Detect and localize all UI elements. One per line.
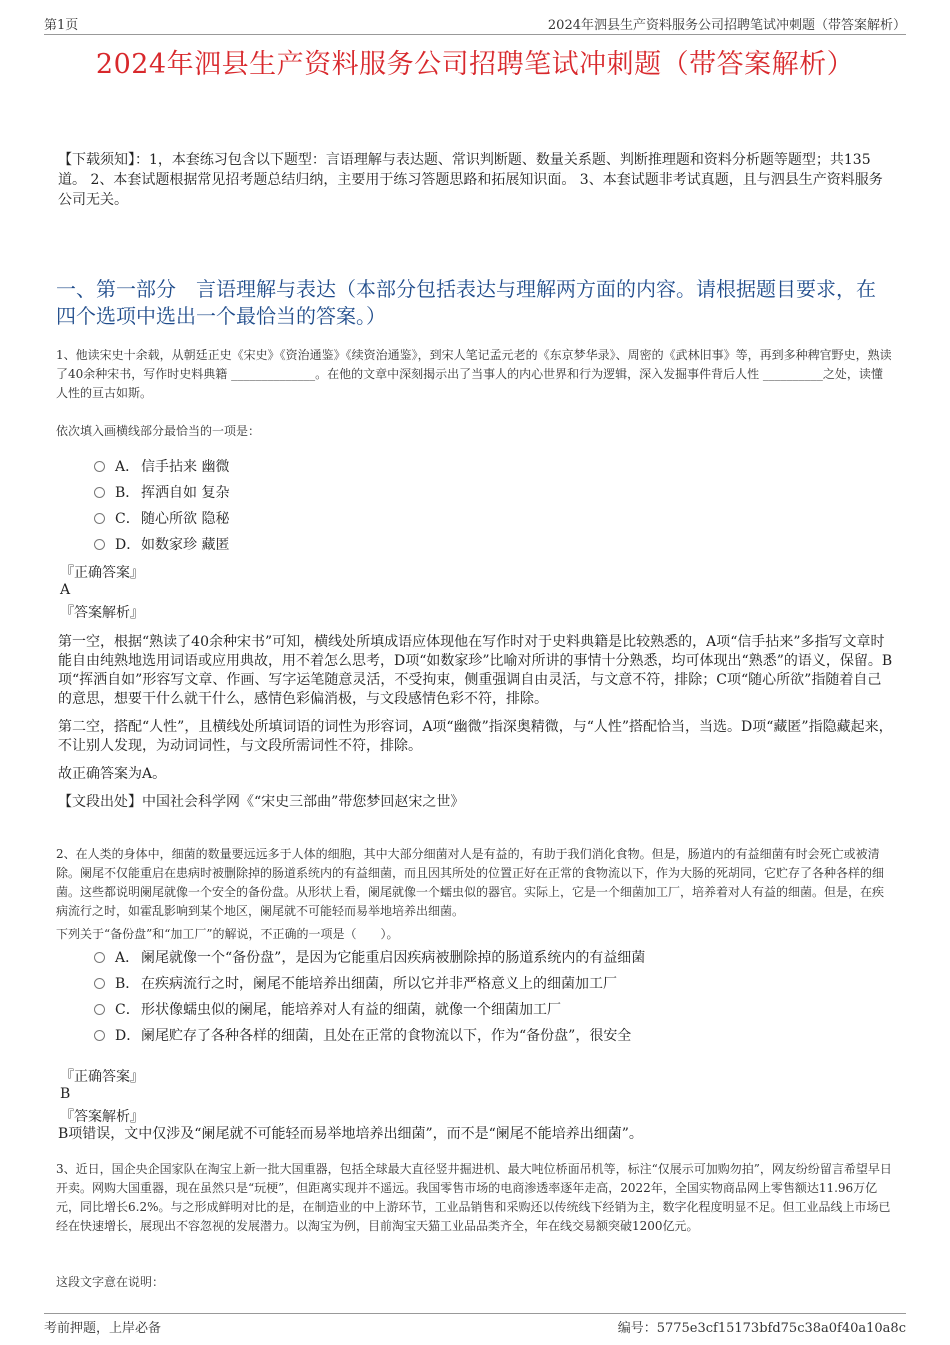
question-1-option-a[interactable]: A． 信手拈来 幽微 <box>94 453 910 479</box>
radio-icon[interactable] <box>94 461 105 472</box>
question-1-prompt: 依次填入画横线部分最恰当的一项是： <box>56 424 261 438</box>
header-doc-name: 2024年泗县生产资料服务公司招聘笔试冲刺题（带答案解析） <box>547 18 906 33</box>
page-footer <box>44 1313 906 1336</box>
footer-slogan: 考前押题，上岸必备 <box>44 1321 162 1336</box>
question-2-option-d[interactable]: D． 阑尾贮存了各种各样的细菌，且处在正常的食物流以下，作为“备份盘”，很安全 <box>94 1022 910 1048</box>
radio-icon[interactable] <box>94 487 105 498</box>
question-3-text: 3、近日，国企央企国家队在淘宝上新一批大国重器，包括全球最大直径竖井掘进机、最大吨位桥面吊机等，标注“仅展示可加购勿拍”，网友纷纷留言希望早日开卖。网购大国重器，现在虽然只是“玩梗”，但距离实现并不遥远。我国零售市场的电商渗透率逐年走高，2022年，全国实物商品网上零售额达11.96万亿元，同比增长6.2%。与之形成鲜明对比的是，在制造业的中上游环节，工业品销售和采购还以传统线下经销为主，数字化程度明显不足。但工业品线上市场已经在快速增长，展现出不容忽视的发展潜力。以淘宝为例，目前淘宝天猫工业品品类齐全，年在线交易额突破1200亿元。 <box>56 1162 892 1233</box>
radio-icon[interactable] <box>94 1004 105 1015</box>
document-title: 2024年泗县生产资料服务公司招聘笔试冲刺题（带答案解析） <box>95 49 855 80</box>
download-notice: 【下载须知】：1，本套练习包含以下题型：言语理解与表达题、常识判断题、数量关系题、判断推理题和资料分析题等题型；共135道。 2、本套试题根据常见招考题总结归纳，主要用于练习答题思路和拓展知识面。 3、本套试题非考试真题，且与泗县生产资料服务公司无关。 <box>58 152 883 208</box>
correct-answer-label: 『正确答案』 <box>60 565 144 581</box>
analysis-paragraph: 第一空，根据“熟读了40余种宋书”可知，横线处所填成语应体现他在写作时对于史料典籍是比较熟悉的，A项“信手拈来”多指写文章时能自由纯熟地选用词语或应用典故，用不着怎么思考，D项“如数家珍”比喻对所讲的事情十分熟悉，均可体现出“熟悉”的语义，保留。B项“挥洒自如”形容写文章、作画、写字运笔随意灵活，不受拘束，侧重强调自由灵活，与文意不符，排除；C项“随心所欲”指随着自己的意思，想要干什么就干什么，感情色彩偏消极，与文段感情色彩不符，排除。 <box>58 634 893 707</box>
question-1-option-b[interactable]: B． 挥洒自如 复杂 <box>94 479 910 505</box>
analysis-label: 『答案解析』 <box>60 1109 144 1125</box>
radio-icon[interactable] <box>94 978 105 989</box>
question-1-option-d[interactable]: D． 如数家珍 藏匿 <box>94 531 910 557</box>
question-2-options <box>94 944 910 1048</box>
question-1-analysis <box>58 633 894 821</box>
question-2-option-a[interactable]: A． 阑尾就像一个“备份盘”，是因为它能重启因疾病被删除掉的肠道系统内的有益细菌 <box>94 944 910 970</box>
question-2-prompt: 下列关于“备份盘”和“加工厂”的解说，不正确的一项是（ ）。 <box>56 927 399 941</box>
section-heading: 一、第一部分 言语理解与表达（本部分包括表达与理解两方面的内容。请根据题目要求，在四个选项中选出一个最恰当的答案。） <box>56 277 876 328</box>
radio-icon[interactable] <box>94 952 105 963</box>
page-number: 第1页 <box>44 18 79 33</box>
question-1-option-c[interactable]: C． 随心所欲 隐秘 <box>94 505 910 531</box>
question-2-option-b[interactable]: B． 在疾病流行之时，阑尾不能培养出细菌，所以它并非严格意义上的细菌加工厂 <box>94 970 910 996</box>
footer-serial-number: 编号：5775e3cf15173bfd75c38a0f40a10a8c <box>617 1321 906 1336</box>
page-header <box>44 12 906 35</box>
radio-icon[interactable] <box>94 513 105 524</box>
analysis-paragraph: B项错误，文中仅涉及“阑尾就不可能轻而易举地培养出细菌”，而不是“阑尾不能培养出细菌”。 <box>58 1126 643 1142</box>
question-2-answer: B <box>60 1086 71 1102</box>
radio-icon[interactable] <box>94 539 105 550</box>
question-1-answer: A <box>60 582 71 598</box>
analysis-paragraph: 第二空，搭配“人性”，且横线处所填词语的词性为形容词，A项“幽微”指深奥精微，与“人性”搭配恰当，当选。D项“藏匿”指隐藏起来，不让别人发现，为动词词性，与文段所需词性不符，排除。 <box>58 719 893 754</box>
question-1-options <box>94 453 910 557</box>
question-2-analysis <box>58 1125 894 1153</box>
question-3-prompt: 这段文字意在说明： <box>56 1275 165 1289</box>
question-2-option-c[interactable]: C． 形状像蠕虫似的阑尾，能培养对人有益的细菌，就像一个细菌加工厂 <box>94 996 910 1022</box>
question-2-text: 2、在人类的身体中，细菌的数量要远远多于人体的细胞，其中大部分细菌对人是有益的，有助于我们消化食物。但是，肠道内的有益细菌有时会死亡或被清除。阑尾不仅能重启在患病时被删除掉的肠道系统内的有益细菌，而且因其所处的位置正好在正常的食物流以下，作为大肠的死胡同，它贮存了各种各样的细菌。这些都说明阑尾就像一个安全的备份盘。从形状上看，阑尾就像一个蠕虫似的器官。实际上，它是一个细菌加工厂，培养着对人有益的细菌。但是，在疾病流行之时，如霍乱影响到某个地区，阑尾就不可能轻而易举地培养出细菌。 <box>56 847 885 918</box>
radio-icon[interactable] <box>94 1030 105 1041</box>
analysis-paragraph: 故正确答案为A。 <box>58 766 167 782</box>
correct-answer-label: 『正确答案』 <box>60 1069 144 1085</box>
analysis-label: 『答案解析』 <box>60 605 144 621</box>
question-1-text: 1、他读宋史十余载，从朝廷正史《宋史》《资治通鉴》《续资治通鉴》，到宋人笔记孟元老的《东京梦华录》、周密的《武林旧事》等，再到多种稗官野史，熟读了40余种宋书，写作时史料典籍 ______________。在他的文章中深刻揭示出了当事人的内心世界和行为逻辑，深入发掘事件背后人性 __________之处，读懂人性的亘古如斯。 <box>56 348 892 400</box>
source-citation: 【文段出处】中国社会科学网《“宋史三部曲”带您梦回赵宋之世》 <box>58 794 465 810</box>
